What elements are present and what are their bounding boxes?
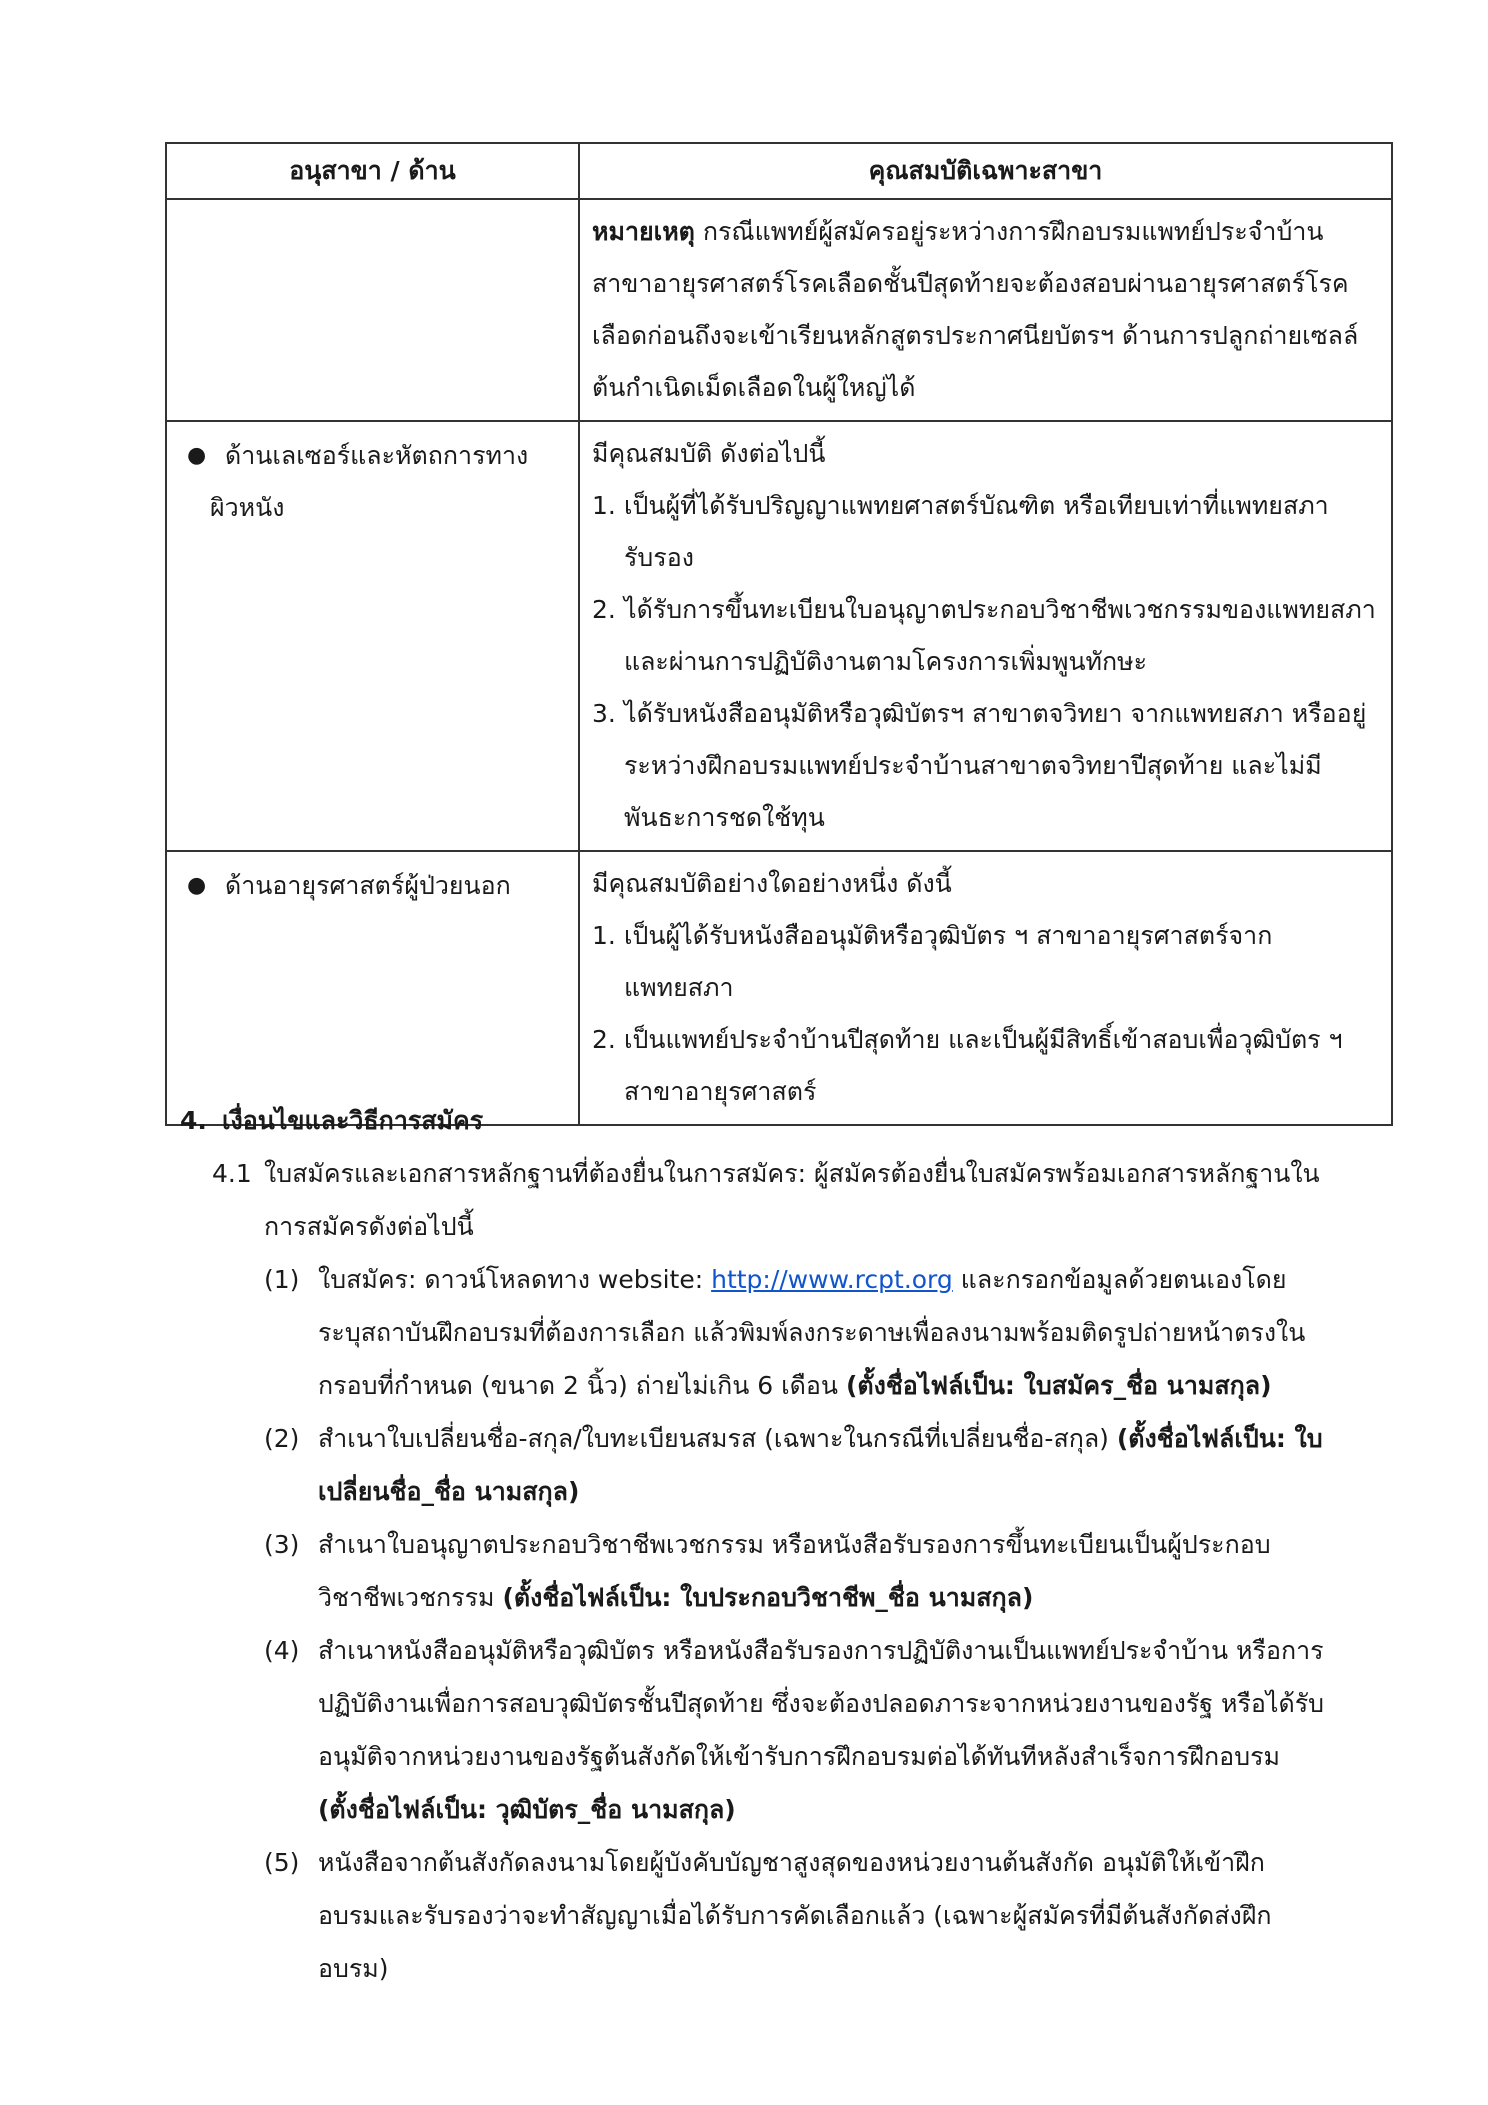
- note-text: กรณีแพทย์ผู้สมัครอยู่ระหว่างการฝึกอบรมแพทย์ประจำบ้านสาขาอายุรศาสตร์โรคเลือดชั้นปีสุดท้ายจะต้องสอบผ่านอายุรศาสตร์โรคเลือดก่อนถึงจะเข้าเรียนหลักสูตรประกาศนียบัตรฯ ด้านการปลูกถ่ายเซลล์ต้นกำเนิดเม็ดเลือดในผู้ใหญ่ได้: [592, 217, 1359, 402]
- filename-note: (ตั้งชื่อไฟล์เป็น: ใบเปลี่ยนชื่อ_ชื่อ นามสกุล): [318, 1424, 1323, 1506]
- bullet-icon: ●: [187, 443, 207, 468]
- filename-note: (ตั้งชื่อไฟล์เป็น: วุฒิบัตร_ชื่อ นามสกุล): [318, 1795, 736, 1824]
- subsection-4-1: [212, 1147, 1322, 1253]
- list-item: 2. ได้รับการขึ้นทะเบียนใบอนุญาตประกอบวิชาชีพเวชกรรมของแพทยสภาและผ่านการปฏิบัติงานตามโครงการเพิ่มพูนทักษะ: [592, 595, 1376, 676]
- qualification-intro: มีคุณสมบัติ ดังต่อไปนี้: [592, 439, 826, 468]
- qualification-cell: [579, 421, 1392, 851]
- list-item: (1) ใบสมัคร: ดาวน์โหลดทาง website: http://www.rcpt.org และกรอกข้อมูลด้วยตนเองโดยระบุสถาบันฝึกอบรมที่ต้องการเลือก แล้วพิมพ์ลงกระดาษเพื่อลงนามพร้อมติดรูปถ่ายหน้าตรงในกรอบที่กำหนด (ขนาด 2 นิ้ว) ถ่ายไม่เกิน 6 เดือน (ตั้งชื่อไฟล์เป็น: ใบสมัคร_ชื่อ นามสกุล): [264, 1265, 1306, 1400]
- subfield-cell: [166, 421, 579, 851]
- subfield-cell: [166, 851, 579, 1125]
- list-item: 3. ได้รับหนังสืออนุมัติหรือวุฒิบัตรฯ สาขาตจวิทยา จากแพทยสภา หรืออยู่ระหว่างฝึกอบรมแพทย์ประจำบ้านสาขาตจวิทยาปีสุดท้าย และไม่มีพันธะการชดใช้ทุน: [592, 699, 1367, 832]
- note-label: หมายเหตุ: [592, 217, 695, 246]
- subfield-label: ด้านเลเซอร์และหัตถการทาง: [225, 441, 529, 470]
- header-qualification: คุณสมบัติเฉพาะสาขา: [579, 143, 1392, 199]
- qualification-list: [592, 910, 1379, 1118]
- list-item: (4) สำเนาหนังสืออนุมัติหรือวุฒิบัตร หรือหนังสือรับรองการปฏิบัติงานเป็นแพทย์ประจำบ้าน หรือการปฏิบัติงานเพื่อการสอบวุฒิบัตรชั้นปีสุดท้าย ซึ่งจะต้องปลอดภาระจากหน่วยงานของรัฐ หรือได้รับอนุมัติจากหน่วยงานของรัฐต้นสังกัดให้เข้ารับการฝึกอบรมต่อได้ทันทีหลังสำเร็จการฝึกอบรม (ตั้งชื่อไฟล์เป็น: วุฒิบัตร_ชื่อ นามสกุล): [264, 1636, 1325, 1824]
- list-item: 1. เป็นผู้ได้รับหนังสืออนุมัติหรือวุฒิบัตร ฯ สาขาอายุรศาสตร์จากแพทยสภา: [592, 921, 1273, 1002]
- section-title: เงื่อนไขและวิธีการสมัคร: [222, 1106, 484, 1135]
- subsection-text: ใบสมัครและเอกสารหลักฐานที่ต้องยื่นในการสมัคร: ผู้สมัครต้องยื่นใบสมัครพร้อมเอกสารหลักฐานในการสมัครดังต่อไปนี้: [264, 1159, 1320, 1241]
- subfield-label: ด้านอายุรศาสตร์ผู้ป่วยนอก: [225, 871, 511, 900]
- section-number: 4.: [180, 1106, 207, 1135]
- document-list: [264, 1253, 1324, 1995]
- qualification-list: [592, 480, 1379, 844]
- list-item: 2. เป็นแพทย์ประจำบ้านปีสุดท้าย และเป็นผู้มีสิทธิ์เข้าสอบเพื่อวุฒิบัตร ฯ สาขาอายุรศาสตร์: [592, 1025, 1343, 1106]
- list-item: 1. เป็นผู้ที่ได้รับปริญญาแพทยศาสตร์บัณฑิต หรือเทียบเท่าที่แพทยสภารับรอง: [592, 491, 1329, 572]
- qualification-cell: [579, 199, 1392, 421]
- table-row: [166, 421, 1392, 851]
- table-header-row: [166, 143, 1392, 199]
- list-item: (2) สำเนาใบเปลี่ยนชื่อ-สกุล/ใบทะเบียนสมรส (เฉพาะในกรณีที่เปลี่ยนชื่อ-สกุล) (ตั้งชื่อไฟล์เป็น: ใบเปลี่ยนชื่อ_ชื่อ นามสกุล): [264, 1424, 1323, 1506]
- section-heading: [180, 1094, 1320, 1147]
- subfield-cell: [166, 199, 579, 421]
- header-subfield: อนุสาขา / ด้าน: [166, 143, 579, 199]
- subfield-label-cont: ผิวหนัง: [210, 493, 285, 522]
- qualification-intro: มีคุณสมบัติอย่างใดอย่างหนึ่ง ดังนี้: [592, 869, 952, 898]
- table-row: [166, 199, 1392, 421]
- qualification-table: [165, 142, 1393, 1126]
- bullet-icon: ●: [187, 873, 207, 898]
- website-link[interactable]: http://www.rcpt.org: [711, 1265, 953, 1294]
- filename-note: (ตั้งชื่อไฟล์เป็น: ใบประกอบวิชาชีพ_ชื่อ นามสกุล): [502, 1583, 1034, 1612]
- filename-note: (ตั้งชื่อไฟล์เป็น: ใบสมัคร_ชื่อ นามสกุล): [845, 1371, 1272, 1400]
- qualification-cell: [579, 851, 1392, 1125]
- table-row: [166, 851, 1392, 1125]
- subsection-number: 4.1: [212, 1159, 252, 1188]
- list-item: (5) หนังสือจากต้นสังกัดลงนามโดยผู้บังคับบัญชาสูงสุดของหน่วยงานต้นสังกัด อนุมัติให้เข้าฝึกอบรมและรับรองว่าจะทำสัญญาเมื่อได้รับการคัดเลือกแล้ว (เฉพาะผู้สมัครที่มีต้นสังกัดส่งฝึกอบรม): [264, 1848, 1272, 1983]
- list-item: (3) สำเนาใบอนุญาตประกอบวิชาชีพเวชกรรม หรือหนังสือรับรองการขึ้นทะเบียนเป็นผู้ประกอบวิชาชีพเวชกรรม (ตั้งชื่อไฟล์เป็น: ใบประกอบวิชาชีพ_ชื่อ นามสกุล): [264, 1530, 1271, 1612]
